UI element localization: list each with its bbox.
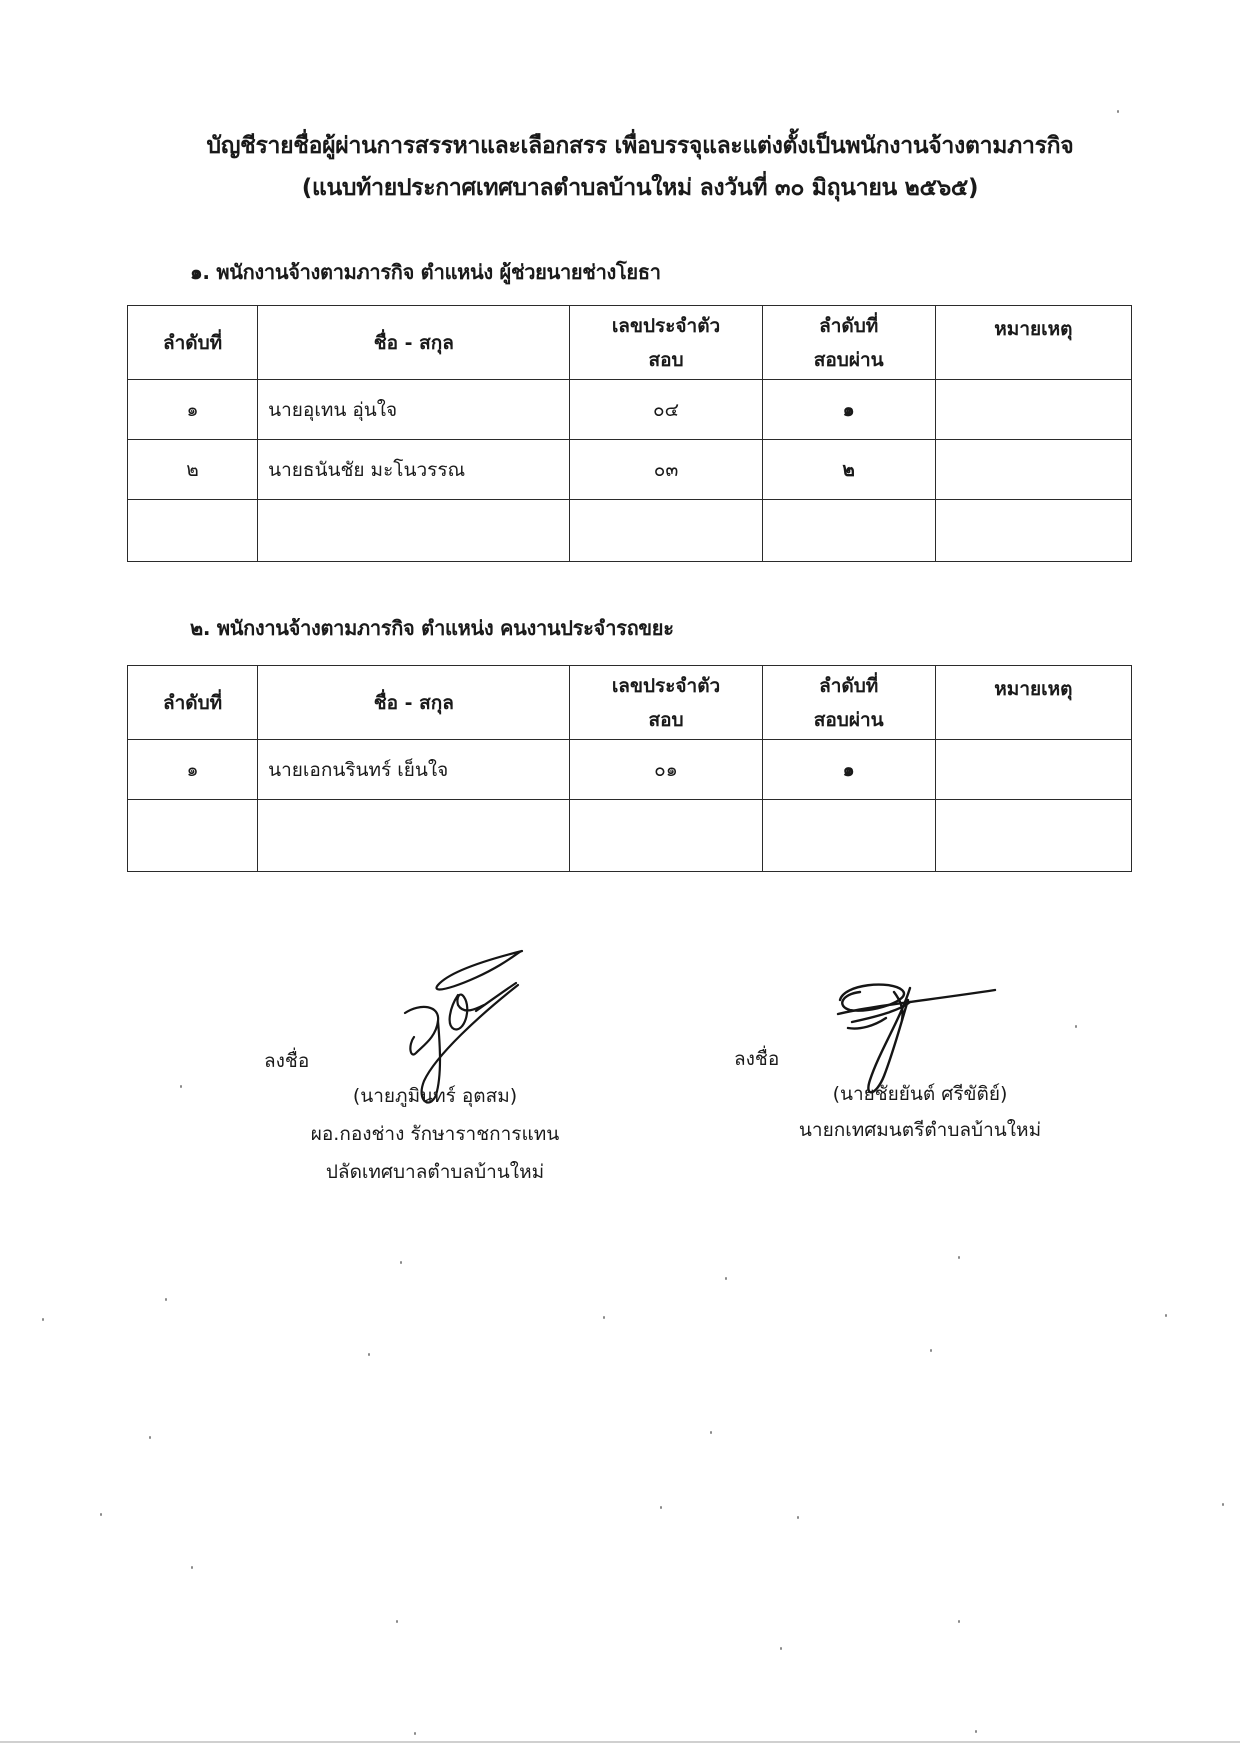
cell-exam-id: ๐๔ xyxy=(570,380,762,440)
cell-pass-rank: ๑ xyxy=(762,380,935,440)
column-header-order: ลำดับที่ xyxy=(128,306,258,380)
scan-speck xyxy=(191,1566,193,1569)
roster-table-1 xyxy=(127,305,1132,562)
scan-speck xyxy=(149,1436,151,1439)
signatory-left xyxy=(285,1077,585,1191)
cell-exam-id: ๐๑ xyxy=(570,740,762,800)
table-row xyxy=(128,380,1132,440)
column-header-exam-id-line1: เลขประจำตัว xyxy=(611,314,721,337)
roster-table-2 xyxy=(127,665,1132,872)
signatory-right-name: (นายชัยยันต์ ศรีขัติย์) xyxy=(832,1083,1008,1105)
cell-order xyxy=(128,800,258,872)
column-header-exam-id xyxy=(570,666,762,740)
cell-remark xyxy=(935,380,1131,440)
document-subtitle: (แนบท้ายประกาศเทศบาลตำบลบ้านใหม่ ลงวันที่ ๓๐ มิถุนายน ๒๕๖๕) xyxy=(301,175,979,201)
cell-name xyxy=(258,800,570,872)
scan-speck xyxy=(603,1316,605,1319)
column-header-exam-id-line2: สอบ xyxy=(648,708,684,731)
column-header-pass-rank-line2: สอบผ่าน xyxy=(813,708,884,731)
scan-speck xyxy=(180,1085,182,1088)
scan-edge-line xyxy=(0,1741,1240,1743)
column-header-name: ชื่อ - สกุล xyxy=(258,306,570,380)
cell-order: ๑ xyxy=(128,740,258,800)
table-row xyxy=(128,440,1132,500)
table-header-row xyxy=(128,306,1132,380)
column-header-exam-id xyxy=(570,306,762,380)
cell-pass-rank: ๑ xyxy=(762,740,935,800)
scan-speck xyxy=(1075,1025,1077,1028)
scan-speck xyxy=(414,1732,416,1735)
scan-speck xyxy=(660,1506,662,1509)
scan-speck xyxy=(780,1647,782,1650)
table-row-empty xyxy=(128,500,1132,562)
cell-remark xyxy=(935,800,1131,872)
section-heading-2: ๒. พนักงานจ้างตามภารกิจ ตำแหน่ง คนงานประจำรถขยะ xyxy=(190,616,674,640)
scan-speck xyxy=(1222,1503,1224,1506)
table-row xyxy=(128,740,1132,800)
document-title: บัญชีรายชื่อผู้ผ่านการสรรหาและเลือกสรร เพื่อบรรจุและแต่งตั้งเป็นพนักงานจ้างตามภารกิจ xyxy=(206,133,1074,159)
signatory-left-position-2: ปลัดเทศบาลตำบลบ้านใหม่ xyxy=(325,1161,545,1183)
scan-speck xyxy=(975,1730,977,1733)
table-header-row xyxy=(128,666,1132,740)
column-header-name: ชื่อ - สกุล xyxy=(258,666,570,740)
signatory-left-name: (นายภูมินทร์ อุตสม) xyxy=(352,1085,518,1107)
scan-speck xyxy=(710,1431,712,1434)
cell-order xyxy=(128,500,258,562)
column-header-pass-rank xyxy=(762,666,935,740)
scan-speck xyxy=(958,1256,960,1259)
cell-pass-rank xyxy=(762,500,935,562)
cell-name: นายอุเทน อุ่นใจ xyxy=(258,380,570,440)
scan-speck xyxy=(958,1620,960,1623)
cell-exam-id xyxy=(570,800,762,872)
signatory-left-position-1: ผอ.กองช่าง รักษาราชการแทน xyxy=(310,1123,560,1145)
scan-speck xyxy=(1117,110,1119,113)
cell-order: ๑ xyxy=(128,380,258,440)
cell-remark xyxy=(935,740,1131,800)
sign-label-right: ลงชื่อ xyxy=(734,1048,780,1070)
cell-pass-rank: ๒ xyxy=(762,440,935,500)
scan-speck xyxy=(100,1513,102,1516)
cell-name xyxy=(258,500,570,562)
column-header-remark: หมายเหตุ xyxy=(935,306,1131,380)
signatory-right xyxy=(760,1076,1080,1148)
scan-speck xyxy=(400,1261,402,1264)
column-header-pass-rank-line1: ลำดับที่ xyxy=(819,314,879,337)
scan-speck xyxy=(797,1516,799,1519)
scan-speck xyxy=(368,1353,370,1356)
cell-remark xyxy=(935,500,1131,562)
cell-name: นายธนันชัย มะโนวรรณ xyxy=(258,440,570,500)
column-header-pass-rank-line1: ลำดับที่ xyxy=(819,674,879,697)
cell-remark xyxy=(935,440,1131,500)
cell-order: ๒ xyxy=(128,440,258,500)
sign-label-left: ลงชื่อ xyxy=(264,1050,310,1072)
column-header-exam-id-line2: สอบ xyxy=(648,348,684,371)
scan-speck xyxy=(725,1277,727,1280)
column-header-remark: หมายเหตุ xyxy=(935,666,1131,740)
scan-speck xyxy=(930,1349,932,1352)
cell-pass-rank xyxy=(762,800,935,872)
column-header-pass-rank xyxy=(762,306,935,380)
column-header-order: ลำดับที่ xyxy=(128,666,258,740)
scan-speck xyxy=(1165,1314,1167,1317)
cell-exam-id xyxy=(570,500,762,562)
cell-exam-id: ๐๓ xyxy=(570,440,762,500)
scan-speck xyxy=(165,1298,167,1301)
column-header-pass-rank-line2: สอบผ่าน xyxy=(813,348,884,371)
column-header-exam-id-line1: เลขประจำตัว xyxy=(611,674,721,697)
cell-name: นายเอกนรินทร์ เย็นใจ xyxy=(258,740,570,800)
scan-speck xyxy=(396,1620,398,1623)
table-row-empty xyxy=(128,800,1132,872)
signatory-right-position-1: นายกเทศมนตรีตำบลบ้านใหม่ xyxy=(798,1119,1042,1141)
scan-speck xyxy=(42,1318,44,1321)
section-heading-1: ๑. พนักงานจ้างตามภารกิจ ตำแหน่ง ผู้ช่วยนายช่างโยธา xyxy=(190,260,661,284)
